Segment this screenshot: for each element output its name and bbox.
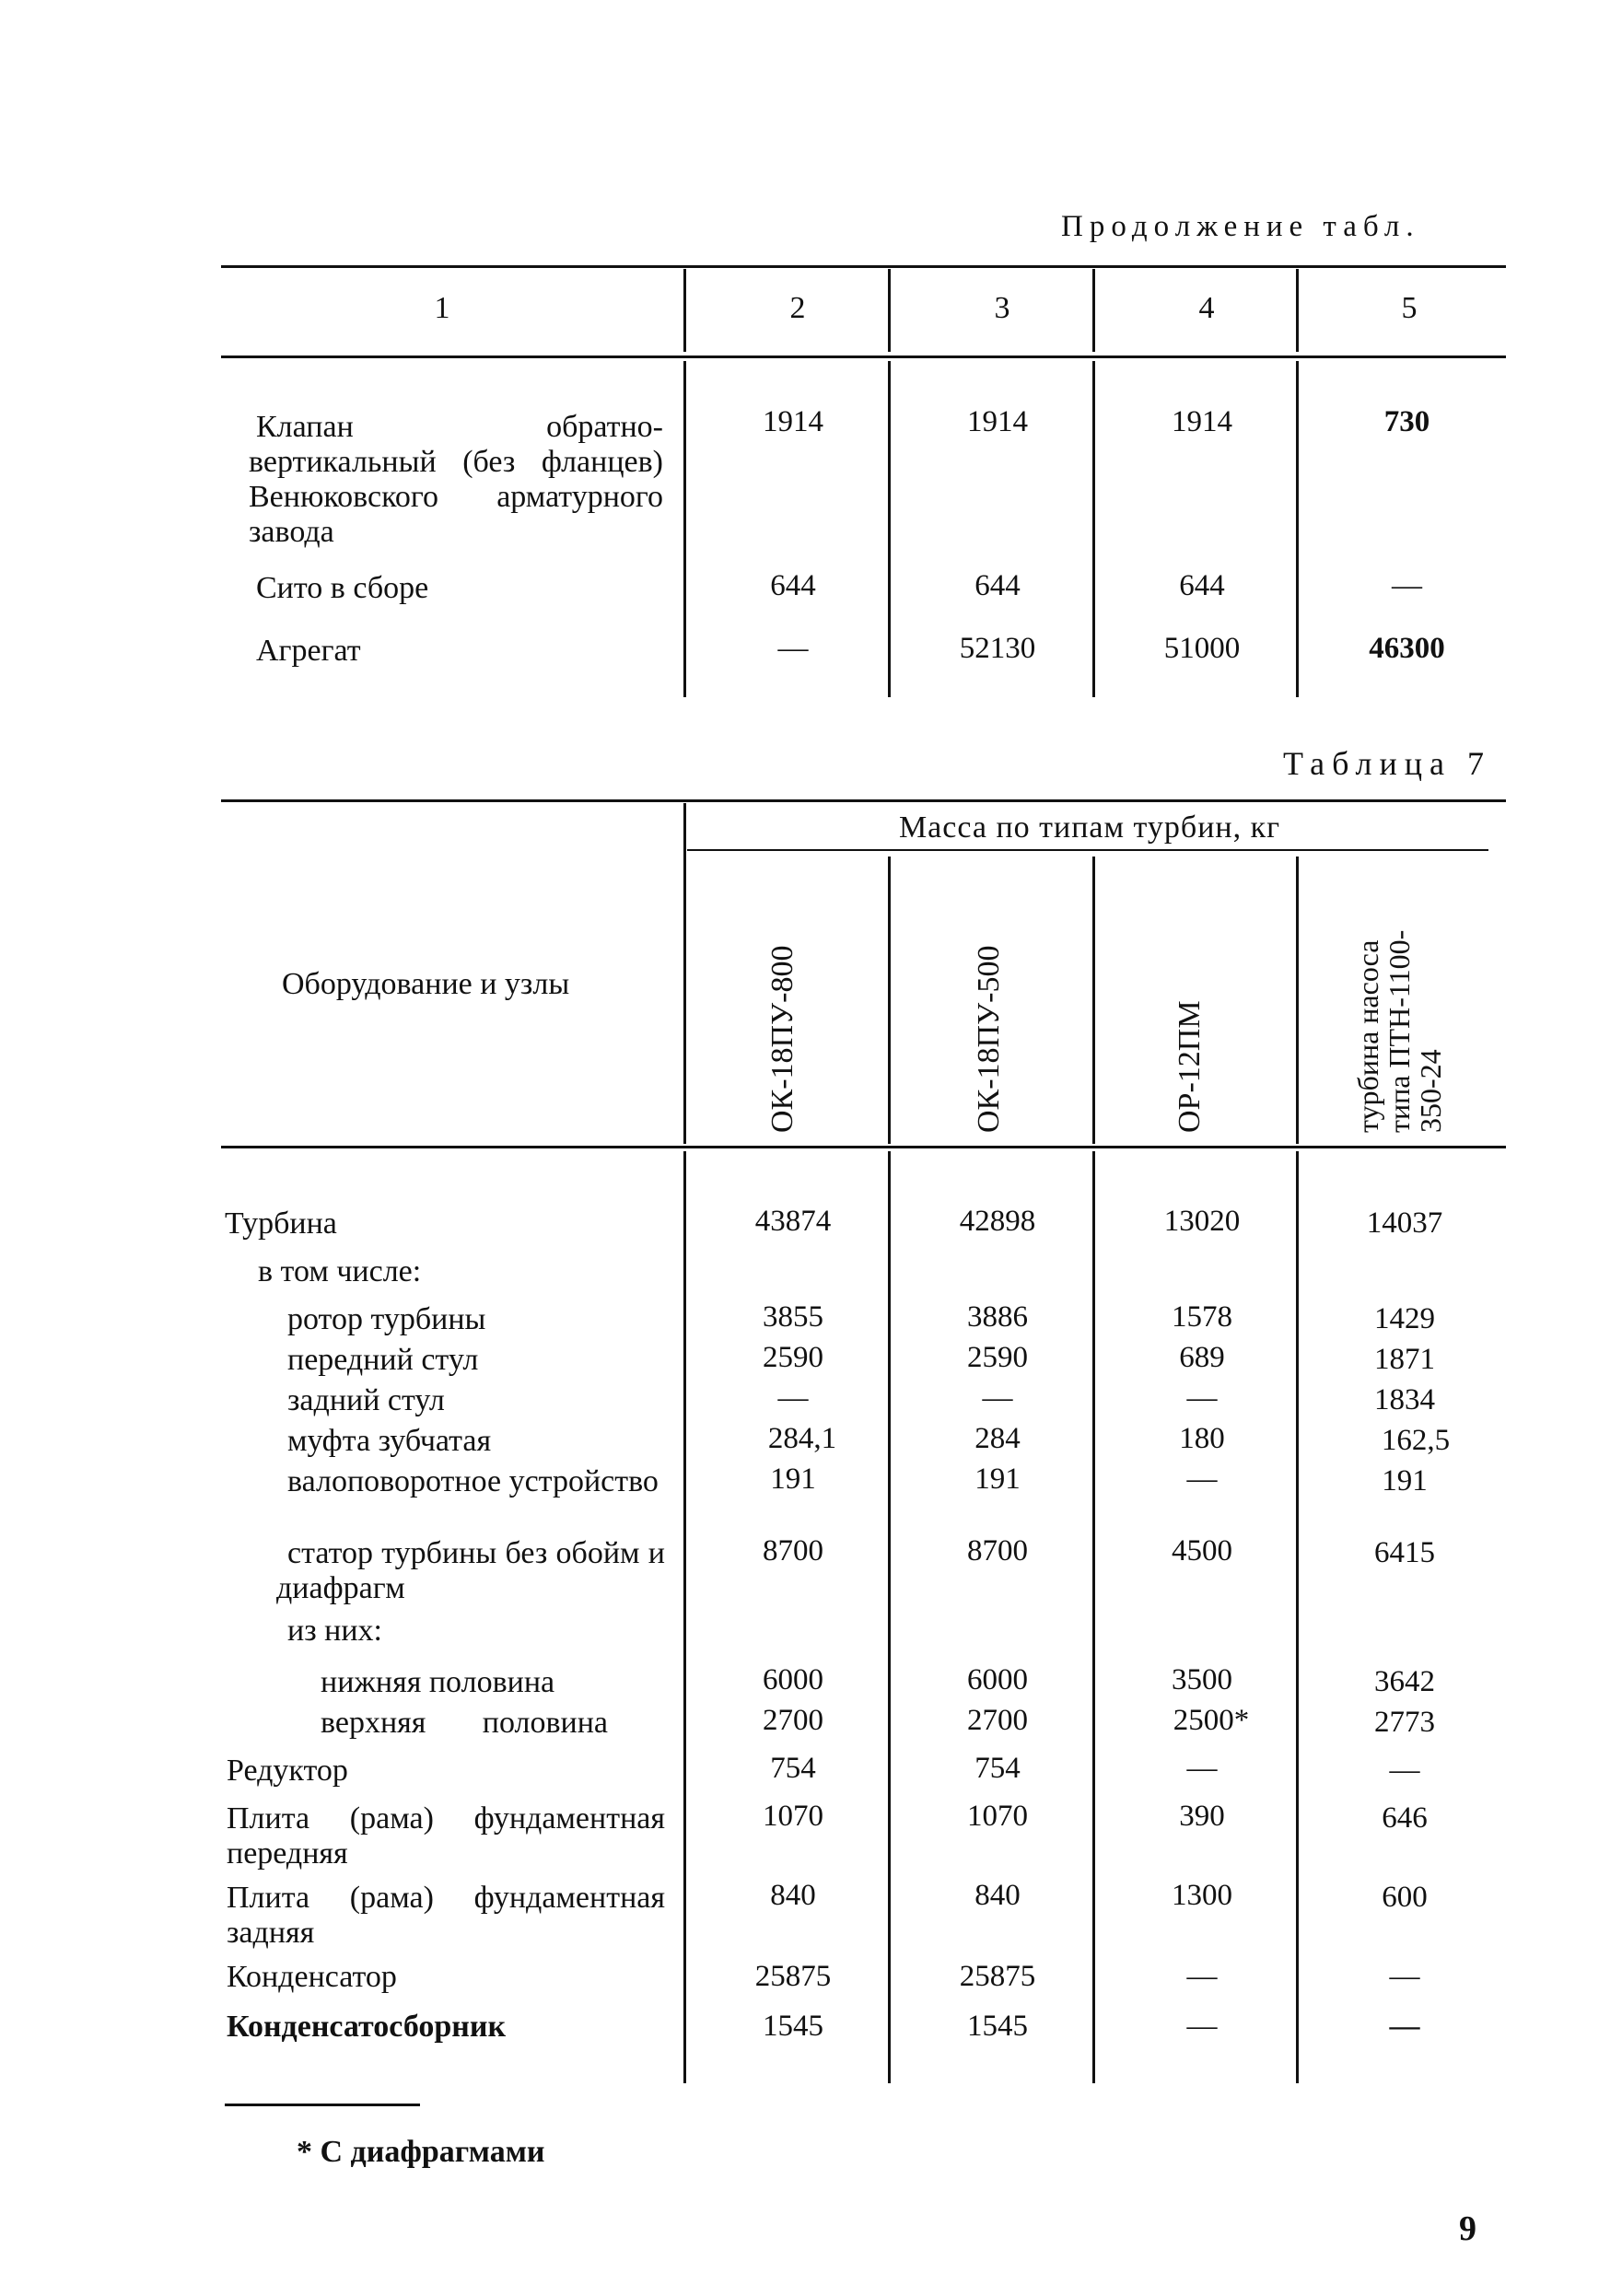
column-header: ОР-12ПМ [1173,1000,1207,1133]
table-cell: 754 [974,1752,1021,1785]
column-divider [1092,269,1095,352]
table-cell: — [1186,2010,1218,2043]
table-cell: 1429 [1374,1302,1435,1335]
table-cell: 689 [1179,1341,1225,1374]
table-cell: 600 [1382,1881,1428,1914]
table-cell: 3886 [967,1300,1028,1334]
table-cell: 1545 [967,2010,1028,2043]
column-divider [683,1151,686,2083]
table-cell: 25875 [959,1960,1036,1993]
table-cell: 840 [770,1879,816,1912]
row-header: Оборудование и узлы [282,967,570,1001]
table-cell: 1834 [1374,1383,1435,1416]
row-label: передний стул [287,1343,479,1377]
row-label: нижняя половина [321,1665,555,1699]
table-cell: — [1186,1463,1218,1496]
table-cell: — [1186,1752,1218,1785]
table-cell: 644 [1179,569,1225,602]
table-cell: 3642 [1374,1665,1435,1698]
table-cell: 1300 [1172,1879,1232,1912]
table-cell: 3500 [1172,1663,1232,1696]
continuation-title: Продолжение табл. [1061,210,1420,243]
column-header: ОК-18ПУ-500 [972,945,1006,1133]
table-cell: 2590 [967,1341,1028,1374]
column-divider [683,803,686,1144]
group-header: Масса по типам турбин, кг [898,810,1281,845]
table-cell: 51000 [1163,632,1241,665]
row-label: Плита (рама) фундаментная задняя [227,1881,665,1950]
table-cell: 13020 [1163,1205,1241,1238]
column-divider [1296,1151,1299,2083]
footnote: * С диафрагмами [297,2135,545,2169]
table-cell: 52130 [959,632,1036,665]
table-cell: 1914 [763,405,823,438]
table-cell: 1871 [1374,1343,1435,1376]
table-cell: 1578 [1172,1300,1232,1334]
table-cell: — [777,632,809,665]
table-title: Таблица 7 [1283,745,1491,782]
row-label: валоповоротное устройство [287,1464,659,1498]
table-cell: 2590 [763,1341,823,1374]
table-cell: 180 [1179,1422,1225,1455]
footnote-rule [225,2104,420,2106]
table-cell: 1914 [967,405,1028,438]
row-label: Конденсатосборник [227,2010,507,2044]
table-cell: 6000 [967,1663,1028,1696]
table-cell: 2500* [1173,1704,1250,1737]
table-cell: 2700 [967,1704,1028,1737]
column-number: 2 [789,291,806,325]
row-label: Клапан обратно-вертикальный (без фланцев) Венюковского арматурного завода [249,410,663,549]
rule [687,849,1488,851]
table-cell: 730 [1383,405,1430,438]
table-cell: — [1389,1960,1420,1993]
column-divider [1296,269,1299,352]
table-cell: 191 [770,1463,816,1496]
rule [221,265,1506,268]
table-cell: 25875 [754,1960,832,1993]
row-label: Редуктор [227,1754,348,1788]
row-label: верхняя половина [321,1706,608,1740]
table-cell: 8700 [763,1534,823,1568]
row-label: из них: [287,1614,382,1648]
rule [221,355,1506,358]
table-cell: — [1392,569,1422,602]
column-number: 3 [994,291,1010,325]
table-cell: 8700 [967,1534,1028,1568]
column-divider [683,361,686,697]
column-divider [683,269,686,352]
rule [221,1146,1506,1148]
table-cell: 162,5 [1381,1424,1451,1457]
row-label: в том числе: [258,1254,422,1288]
table-cell: 191 [1382,1464,1428,1498]
row-label: Плита (рама) фундаментная передняя [227,1801,665,1871]
table-cell: 2700 [763,1704,823,1737]
table-cell: 1070 [763,1800,823,1833]
column-number: 4 [1198,291,1215,325]
table-cell: 43874 [754,1205,832,1238]
column-divider [1092,857,1095,1144]
column-divider [888,269,891,352]
row-label: Турбина [225,1206,337,1241]
table-cell: 284 [974,1422,1021,1455]
table-cell: 6415 [1374,1536,1435,1569]
table-cell: 1914 [1172,405,1232,438]
column-divider [888,1151,891,2083]
table-cell: 644 [770,569,816,602]
table-cell: — [1389,2010,1420,2043]
table-cell: 6000 [763,1663,823,1696]
row-label: ротор турбины [287,1302,486,1336]
column-divider [1296,857,1299,1144]
table-cell: 390 [1179,1800,1225,1833]
column-number: 5 [1401,291,1418,325]
table-cell: 2773 [1374,1706,1435,1739]
table-cell: 191 [974,1463,1021,1496]
row-label: муфта зубчатая [287,1424,492,1458]
table-cell: 1545 [763,2010,823,2043]
table-cell: — [1186,1960,1218,1993]
row-label: Конденсатор [227,1960,397,1994]
table-cell: 644 [974,569,1021,602]
table-cell: 284,1 [767,1422,837,1455]
row-label: Сито в сборе [256,571,429,605]
table-cell: 754 [770,1752,816,1785]
table-cell: 646 [1382,1801,1428,1835]
row-label: статор турбины без обойм и диафрагм [276,1536,665,1605]
page-number: 9 [1459,2209,1476,2248]
rule [221,799,1506,802]
table-cell: — [1389,1754,1420,1787]
table-cell: 1070 [967,1800,1028,1833]
table-cell: 3855 [763,1300,823,1334]
row-label: Агрегат [256,634,361,668]
table-cell: 42898 [959,1205,1036,1238]
column-header: ОК-18ПУ-800 [765,945,799,1133]
table-cell: 4500 [1172,1534,1232,1568]
row-label: задний стул [287,1383,445,1417]
table-cell: — [1186,1381,1218,1415]
table-cell: — [777,1381,809,1415]
table-cell: 840 [974,1879,1021,1912]
column-divider [1092,1151,1095,2083]
table-cell: — [982,1381,1013,1415]
column-number: 1 [434,291,450,325]
table-cell: 46300 [1369,632,1445,665]
table-cell: 14037 [1366,1206,1443,1240]
column-divider [888,857,891,1144]
